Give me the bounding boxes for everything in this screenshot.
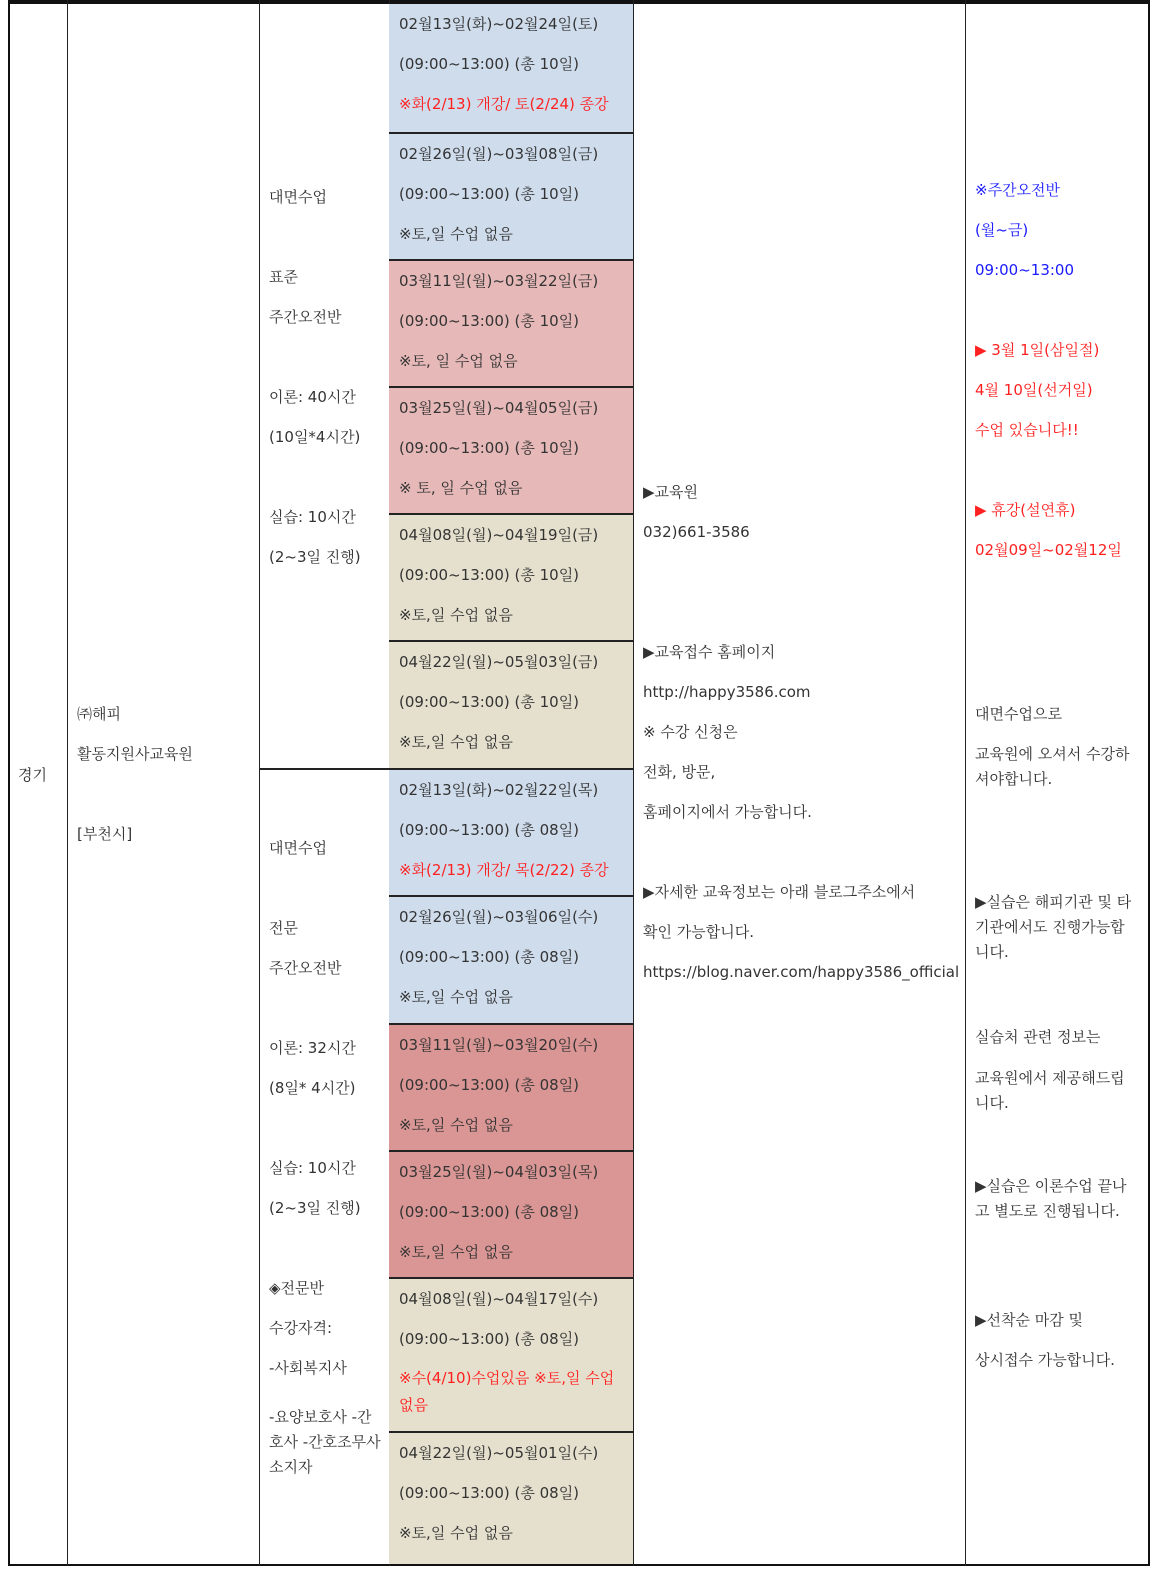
schedule-dates: 03월11일(월)~03월22일(금) [399,272,599,290]
homepage-link[interactable]: http://happy3586.com [643,683,811,701]
expert-qualification-title: ◈전문반 [269,1279,325,1297]
schedule-row [389,1279,633,1433]
schedule-time: (09:00~13:00) (총 10일) [399,55,580,73]
column-divider [633,0,634,1566]
schedule-time: (09:00~13:00) (총 08일) [399,1330,580,1348]
expert-practice-detail: (2~3일 진행) [269,1199,361,1217]
schedule-row [389,1025,633,1152]
institute-cell [77,694,193,854]
schedule-dates: 04월22일(월)~05월03일(금) [399,653,599,671]
schedule-note: ※토,일 수업 없음 [399,1116,513,1134]
practice-note: ▶실습은 해피기관 및 타기관에서도 진행가능합니다. [975,893,1132,961]
schedule-note: ※토, 일 수업 없음 [399,352,518,370]
schedule-time: (09:00~13:00) (총 10일) [399,566,580,584]
schedule-dates: 03월25일(월)~04월03일(목) [399,1163,599,1181]
expert-qualification-extra [269,1405,383,1480]
schedule-row [389,134,633,261]
schedule-dates: 03월25일(월)~04월05일(금) [399,399,599,417]
schedule-dates: 02월13일(화)~02월24일(토) [399,15,599,33]
registration-open: 상시접수 가능합니다. [975,1351,1115,1369]
schedule-row [389,4,633,134]
institute-city: [부천시] [77,825,133,843]
schedule-note: ※토,일 수업 없음 [399,1243,513,1261]
schedule-row [389,770,633,897]
schedule-time: (09:00~13:00) (총 08일) [399,1203,580,1221]
expert-qualification-item: -요양보호사 -간호사 -간호조무사 소지자 [269,1408,381,1476]
column-divider [259,0,260,1566]
schedule-dates: 02월26일(월)~03월08일(금) [399,145,599,163]
standard-theory-hours: 이론: 40시간 [269,388,356,406]
standard-practice-hours: 실습: 10시간 [269,508,356,526]
weekday-class-days: (월~금) [975,221,1029,239]
schedule-row [389,642,633,770]
course-divider [259,768,389,770]
schedule-dates: 04월08일(월)~04월19일(금) [399,526,599,544]
expert-theory-detail: (8일* 4시간) [269,1079,356,1097]
schedule-note: ※토,일 수업 없음 [399,225,513,243]
contact-cell [643,472,959,992]
schedule-note: ※화(2/13) 개강/ 토(2/24) 종강 [399,95,609,113]
schedule-note: ※토,일 수업 없음 [399,733,513,751]
region-cell [18,755,47,795]
face-to-face-detail: 교육원에 오셔서 수강하셔야합니다. [975,745,1130,788]
standard-practice-detail: (2~3일 진행) [269,548,361,566]
contact-phone: 032)661-3586 [643,523,750,541]
schedule-time: (09:00~13:00) (총 08일) [399,821,580,839]
expert-name2: 주간오전반 [269,959,342,977]
practice-info-cell [975,1017,1100,1057]
schedule-time: (09:00~13:00) (총 10일) [399,439,580,457]
blog-info-confirm: 확인 가능합니다. [643,923,754,941]
contact-label: ▶교육원 [643,483,699,501]
blog-link[interactable]: https://blog.naver.com/happy3586_official [643,963,960,981]
schedule-row [389,1152,633,1279]
break-dates: 02월09일~02월12일 [975,541,1122,559]
region-label: 경기 [18,766,47,784]
practice-info: 실습처 관련 정보는 [975,1028,1101,1046]
practice-schedule: ▶실습은 이론수업 끝나고 별도로 진행됩니다. [975,1177,1127,1220]
schedule-note: ※토,일 수업 없음 [399,1524,513,1542]
apply-homepage: 홈페이지에서 가능합니다. [643,803,812,821]
schedule-dates: 03월11일(월)~03월20일(수) [399,1036,599,1054]
schedule-dates: 04월08일(월)~04월17일(수) [399,1290,599,1308]
schedule-note: ※수(4/10)수업있음 ※토,일 수업 없음 [399,1369,615,1414]
blog-info: ▶자세한 교육정보는 아래 블로그주소에서 [643,883,916,901]
standard-name2: 주간오전반 [269,308,342,326]
schedule-time: (09:00~13:00) (총 10일) [399,185,580,203]
schedule-row [389,1433,633,1564]
expert-qualification-item: -사회복지사 [269,1359,347,1377]
expert-name1: 전문 [269,919,298,937]
schedule-row [389,261,633,388]
schedule-row [389,388,633,515]
face-to-face-detail-cell [975,742,1135,792]
schedule-note: ※ 토, 일 수업 없음 [399,479,523,497]
standard-course-cell [269,177,361,577]
expert-qualification-label: 수강자격: [269,1319,333,1337]
schedule-time: (09:00~13:00) (총 10일) [399,693,580,711]
face-to-face-title: 대면수업으로 [975,705,1062,723]
holiday-note-3: 수업 있습니다!! [975,421,1079,439]
face-to-face-note [975,694,1062,734]
weekday-class-note: ※주간오전반 [975,181,1061,199]
schedule-dates: 02월13일(화)~02월22일(목) [399,781,599,799]
schedule-time: (09:00~13:00) (총 08일) [399,1484,580,1502]
holiday-note-2: 4월 10일(선거일) [975,381,1093,399]
column-divider [965,0,966,1566]
schedule-row [389,515,633,642]
expert-practice-hours: 실습: 10시간 [269,1159,356,1177]
weekday-class-time: 09:00~13:00 [975,261,1075,279]
column-divider [67,0,68,1566]
practice-provider: 교육원에서 제공해드립니다. [975,1069,1125,1112]
schedule-row [389,897,633,1025]
schedule-time: (09:00~13:00) (총 08일) [399,1076,580,1094]
homepage-label: ▶교육접수 홈페이지 [643,643,776,661]
schedule-dates: 02월26일(월)~03월06일(수) [399,908,599,926]
schedule-note: ※토,일 수업 없음 [399,606,513,624]
institute-name-line2: 활동지원사교육원 [77,745,193,763]
schedule-time: (09:00~13:00) (총 10일) [399,312,580,330]
schedule-note: ※화(2/13) 개강/ 목(2/22) 종강 [399,861,609,879]
practice-provider-cell [975,1066,1135,1116]
holiday-note: ▶ 3월 1일(삼일절) [975,341,1100,359]
institute-name-line1: ㈜해피 [77,705,121,723]
practice-schedule-cell [975,1174,1135,1224]
schedule-time: (09:00~13:00) (총 08일) [399,948,580,966]
expert-mode: 대면수업 [269,839,327,857]
apply-methods: 전화, 방문, [643,763,716,781]
notes-cell [975,170,1122,570]
practice-note-cell [975,890,1135,965]
registration-cell [975,1300,1115,1380]
standard-theory-detail: (10일*4시간) [269,428,361,446]
registration-note: ▶선착순 마감 및 [975,1311,1084,1329]
schedule-dates: 04월22일(월)~05월01일(수) [399,1444,599,1462]
standard-name1: 표준 [269,268,298,286]
expert-theory-hours: 이론: 32시간 [269,1039,356,1057]
break-note: ▶ 휴강(설연휴) [975,501,1076,519]
apply-note: ※ 수강 신청은 [643,723,738,741]
standard-mode: 대면수업 [269,188,327,206]
expert-course-cell [269,828,361,1388]
schedule-note: ※토,일 수업 없음 [399,988,513,1006]
